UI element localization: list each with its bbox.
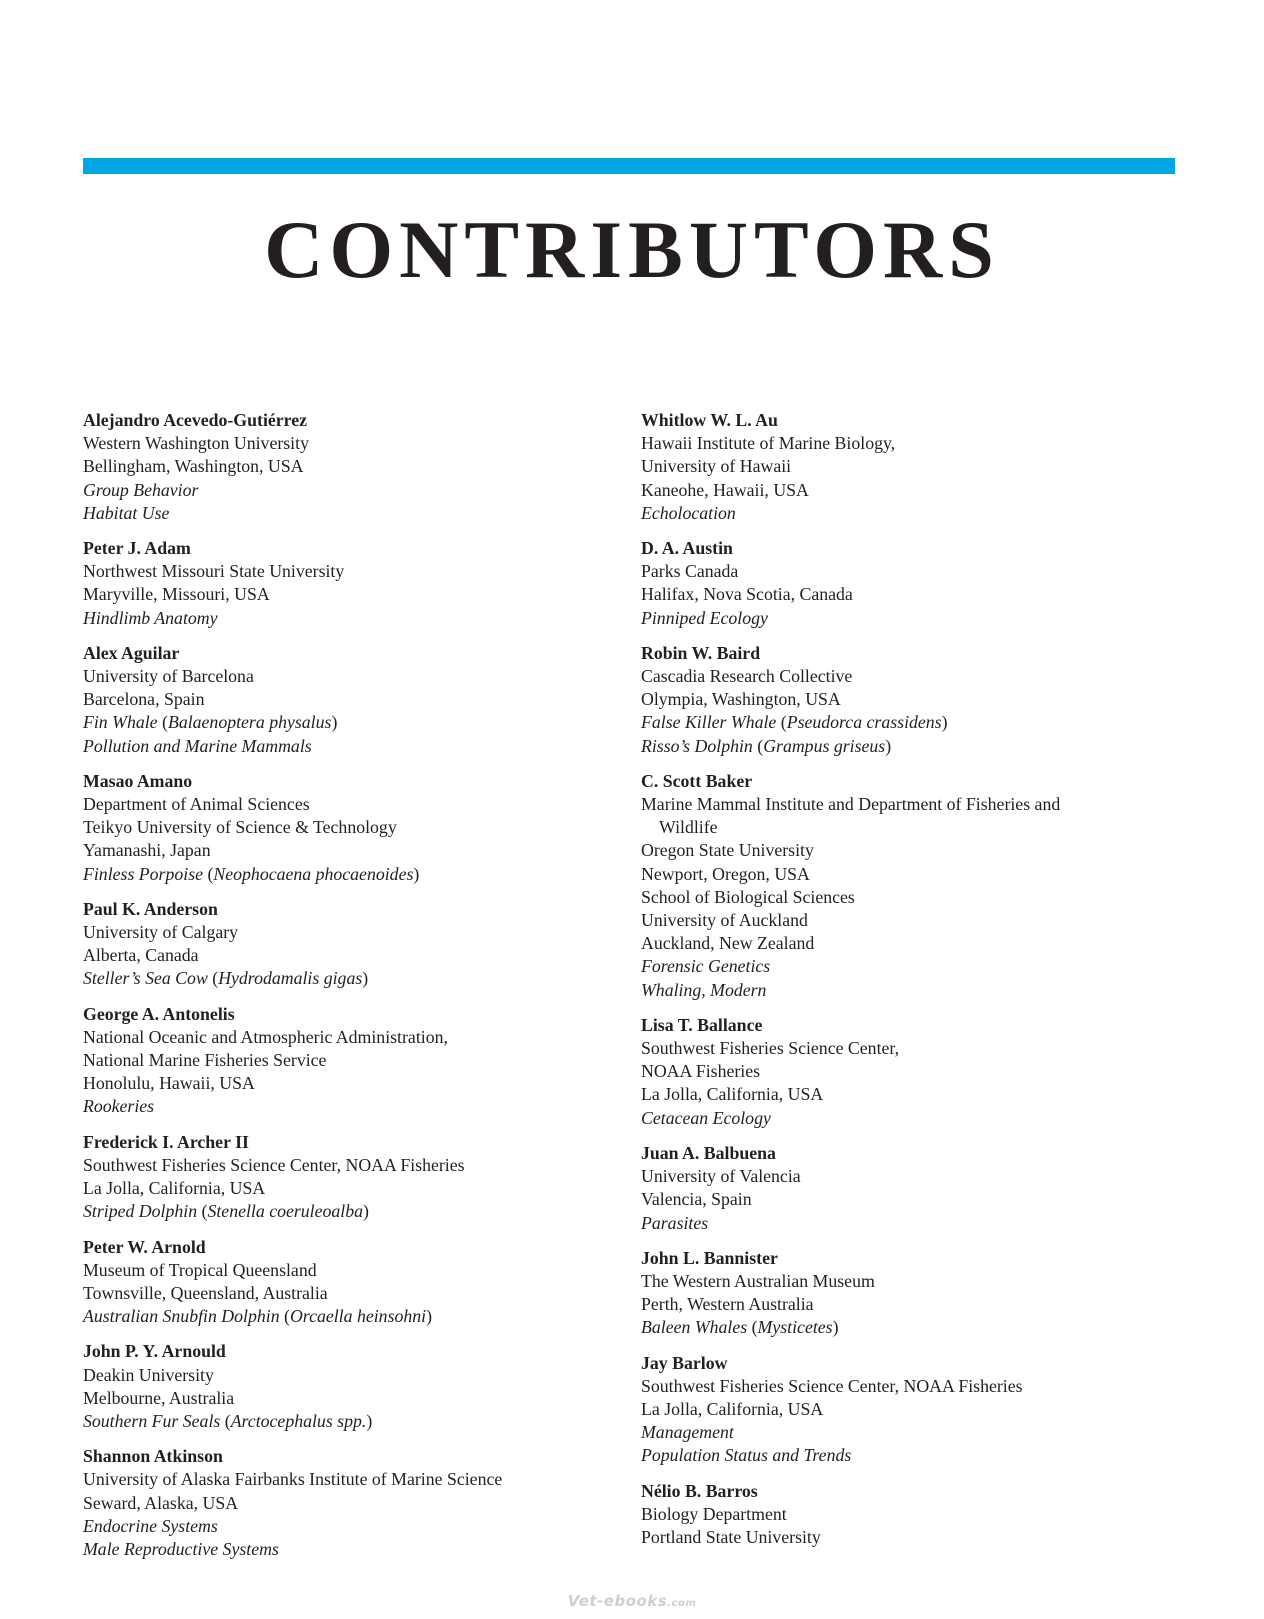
affiliation-line: Melbourne, Australia (83, 1387, 235, 1408)
affiliation-line: La Jolla, California, USA (83, 1178, 266, 1199)
paren-close: ) (366, 1410, 373, 1431)
affiliation-line: Kaneohe, Hawaii, USA (641, 479, 809, 500)
topic-line (83, 967, 643, 990)
topic-line (641, 1421, 1201, 1444)
topic-line (83, 1200, 643, 1223)
topic-line (641, 1316, 1201, 1339)
affiliation-line: Oregon State University (641, 840, 814, 861)
affiliation-line: Olympia, Washington, USA (641, 689, 841, 710)
topic-line (641, 1444, 1201, 1467)
topic-line (641, 502, 1201, 525)
topic-title: Group Behavior (83, 479, 199, 500)
topic-species: Pseudorca crassidens (786, 712, 942, 733)
contributor-name: C. Scott Baker (641, 770, 753, 791)
topic-line (83, 863, 643, 886)
contributor-entry (83, 409, 643, 525)
topic-line (83, 1410, 643, 1433)
affiliation-line: Auckland, New Zealand (641, 933, 815, 954)
topic-line (83, 1538, 643, 1561)
contributor-name: Nélio B. Barros (641, 1480, 758, 1501)
contributor-entry (83, 1003, 643, 1119)
contributor-entry (83, 1131, 643, 1224)
contributor-name: Masao Amano (83, 770, 193, 791)
contributor-entry (83, 898, 643, 991)
topic-title: Pollution and Marine Mammals (83, 735, 312, 756)
paren-close: ) (362, 968, 369, 989)
affiliation-line: National Marine Fisheries Service (83, 1050, 327, 1071)
affiliation-line: Department of Animal Sciences (83, 794, 310, 815)
topic-line (83, 502, 643, 525)
contributor-name: Peter W. Arnold (83, 1236, 206, 1257)
topic-title: Steller’s Sea Cow (83, 968, 208, 989)
topic-title: Whaling, Modern (641, 979, 767, 1000)
affiliation-line: Portland State University (641, 1526, 821, 1547)
affiliation-line: University of Valencia (641, 1166, 801, 1187)
contributor-name: John P. Y. Arnould (83, 1341, 226, 1362)
topic-title: Habitat Use (83, 502, 170, 523)
paren-close: ) (832, 1317, 839, 1338)
affiliation-line: Bellingham, Washington, USA (83, 456, 304, 477)
topic-line (641, 711, 1201, 734)
topic-line (83, 735, 643, 758)
topic-species: Neophocaena phocaenoides (213, 863, 414, 884)
affiliation-line: Deakin University (83, 1364, 214, 1385)
topic-species: Mysticetes (757, 1317, 833, 1338)
topic-line (83, 1305, 643, 1328)
contributor-entry (641, 1480, 1201, 1550)
paren-close: ) (331, 712, 338, 733)
affiliation-line: NOAA Fisheries (641, 1061, 761, 1082)
paren-close: ) (363, 1201, 369, 1222)
topic-title: False Killer Whale (641, 712, 777, 733)
affiliation-line: Museum of Tropical Queensland (83, 1259, 317, 1280)
affiliation-line: Wildlife (659, 817, 718, 838)
topic-line (641, 979, 1201, 1002)
paren-open: ( (279, 1306, 290, 1327)
paren-close: ) (413, 863, 420, 884)
contributor-entry (83, 1236, 643, 1329)
paren-open: ( (197, 1201, 208, 1222)
contributor-entry (641, 642, 1201, 758)
topic-title: Baleen Whales (641, 1317, 748, 1338)
affiliation-line: Townsville, Queensland, Australia (83, 1282, 328, 1303)
affiliation-line: Southwest Fisheries Science Center, NOAA Fisheries (641, 1375, 1023, 1396)
contributor-name: Robin W. Baird (641, 642, 761, 663)
paren-close: ) (885, 735, 892, 756)
paren-open: ( (747, 1317, 758, 1338)
topic-species: Orcaella heinsohni (289, 1306, 427, 1327)
affiliation-line: University of Calgary (83, 922, 239, 943)
contributor-name: Shannon Atkinson (83, 1446, 223, 1467)
topic-title: Parasites (641, 1212, 709, 1233)
contributor-name: John L. Bannister (641, 1247, 778, 1268)
affiliation-line: Cascadia Research Collective (641, 666, 853, 687)
paren-open: ( (752, 735, 764, 756)
paren-close: ) (426, 1306, 433, 1327)
page-title: CONTRIBUTORS (264, 204, 1000, 295)
affiliation-line: Alberta, Canada (83, 945, 199, 966)
affiliation-line: University of Auckland (641, 910, 808, 931)
topic-title: Forensic Genetics (641, 956, 771, 977)
topic-title: Australian Snubfin Dolphin (83, 1306, 280, 1327)
paren-close: ) (941, 712, 948, 733)
topic-line (83, 479, 643, 502)
contributor-name: George A. Antonelis (83, 1003, 235, 1024)
topic-title: Rookeries (83, 1096, 155, 1117)
affiliation-line: Newport, Oregon, USA (641, 863, 810, 884)
affiliation-line: University of Alaska Fairbanks Institute of Marine Science (83, 1469, 503, 1490)
topic-title: Endocrine Systems (83, 1515, 218, 1536)
topic-title: Southern Fur Seals (83, 1410, 221, 1431)
watermark (0, 1592, 1264, 1610)
topic-line (83, 1095, 643, 1118)
affiliation-line: Honolulu, Hawaii, USA (83, 1073, 255, 1094)
contributor-name: Lisa T. Ballance (641, 1014, 763, 1035)
affiliation-line: The Western Australian Museum (641, 1270, 875, 1291)
contributor-entry (83, 1445, 643, 1561)
paren-open: ( (203, 863, 214, 884)
contributor-name: Whitlow W. L. Au (641, 410, 778, 430)
topic-title: Management (641, 1422, 734, 1443)
affiliation-line: Seward, Alaska, USA (83, 1492, 239, 1513)
contributor-name: D. A. Austin (641, 538, 733, 559)
topic-title: Fin Whale (83, 712, 158, 733)
topic-species: Balaenoptera physalus (167, 712, 332, 733)
topic-title: Population Status and Trends (641, 1445, 852, 1466)
topic-title: Striped Dolphin (83, 1201, 198, 1222)
contributor-entry (641, 1352, 1201, 1468)
contributors-column-right (641, 409, 1201, 1561)
topic-title: Cetacean Ecology (641, 1107, 771, 1128)
contributor-entry (641, 1247, 1201, 1340)
affiliation-line: Maryville, Missouri, USA (83, 584, 270, 605)
affiliation-line: Southwest Fisheries Science Center, (641, 1038, 900, 1059)
affiliation-line: La Jolla, California, USA (641, 1084, 824, 1105)
topic-line (83, 711, 643, 734)
contributor-entry (83, 642, 643, 758)
topic-title: Echolocation (641, 502, 736, 523)
contributors-column-left (83, 409, 643, 1573)
contributor-name: Frederick I. Archer II (83, 1131, 249, 1152)
contributor-name: Jay Barlow (641, 1352, 728, 1373)
topic-species: Hydrodamalis gigas (218, 968, 363, 989)
topic-line (641, 1107, 1201, 1130)
affiliation-line: Biology Department (641, 1503, 787, 1524)
contributor-entry (641, 1142, 1201, 1235)
topic-line (641, 1212, 1201, 1235)
affiliation-line: Teikyo University of Science & Technology (83, 817, 397, 838)
contributor-entry (83, 1340, 643, 1433)
topic-species: Grampus griseus (763, 735, 886, 756)
topic-line (641, 735, 1201, 758)
topic-title: Finless Porpoise (83, 863, 204, 884)
paren-open: ( (207, 968, 219, 989)
contributor-entry (641, 409, 1201, 525)
topic-species: Arctocephalus spp. (230, 1410, 367, 1431)
affiliation-line: Valencia, Spain (641, 1189, 752, 1210)
contributor-entry (83, 770, 643, 886)
contributor-name: Alex Aguilar (83, 642, 180, 663)
affiliation-line: Marine Mammal Institute and Department of Fisheries and (641, 794, 1061, 815)
topic-title: Male Reproductive Systems (83, 1538, 279, 1559)
affiliation-line: University of Hawaii (641, 456, 792, 477)
topic-title: Pinniped Ecology (641, 607, 768, 628)
contributor-name: Alejandro Acevedo-Gutiérrez (83, 410, 308, 430)
watermark-main: Vet-ebooks (567, 1592, 668, 1610)
contributor-name: Paul K. Anderson (83, 898, 218, 919)
affiliation-line: University of Barcelona (83, 666, 254, 687)
contributor-entry (641, 1014, 1201, 1130)
affiliation-line: Northwest Missouri State University (83, 561, 345, 582)
affiliation-line: Yamanashi, Japan (83, 840, 211, 861)
paren-open: ( (776, 712, 787, 733)
affiliation-line: Parks Canada (641, 561, 739, 582)
affiliation-line: Halifax, Nova Scotia, Canada (641, 584, 853, 605)
affiliation-line: Hawaii Institute of Marine Biology, (641, 433, 896, 454)
topic-species: Stenella coeruleoalba (207, 1201, 364, 1222)
affiliation-line: La Jolla, California, USA (641, 1398, 824, 1419)
top-accent-rule (83, 158, 1175, 174)
affiliation-line: Barcelona, Spain (83, 689, 205, 710)
contributor-name: Juan A. Balbuena (641, 1142, 776, 1163)
affiliation-line: National Oceanic and Atmospheric Administration, (83, 1026, 448, 1047)
topic-title: Hindlimb Anatomy (83, 607, 218, 628)
watermark-suffix: .com (667, 1598, 697, 1609)
contributor-entry (641, 537, 1201, 630)
paren-open: ( (220, 1410, 231, 1431)
affiliation-line: Western Washington University (83, 433, 309, 454)
topic-line (641, 607, 1201, 630)
contributor-name: Peter J. Adam (83, 538, 191, 559)
topic-line (641, 955, 1201, 978)
affiliation-line: Perth, Western Australia (641, 1294, 814, 1315)
contributor-entry (641, 770, 1201, 1002)
topic-title: Risso’s Dolphin (641, 735, 753, 756)
topic-line (83, 1515, 643, 1538)
affiliation-line: School of Biological Sciences (641, 886, 855, 907)
topic-line (83, 607, 643, 630)
paren-open: ( (157, 712, 168, 733)
contributor-entry (83, 537, 643, 630)
affiliation-line: Southwest Fisheries Science Center, NOAA Fisheries (83, 1154, 465, 1175)
